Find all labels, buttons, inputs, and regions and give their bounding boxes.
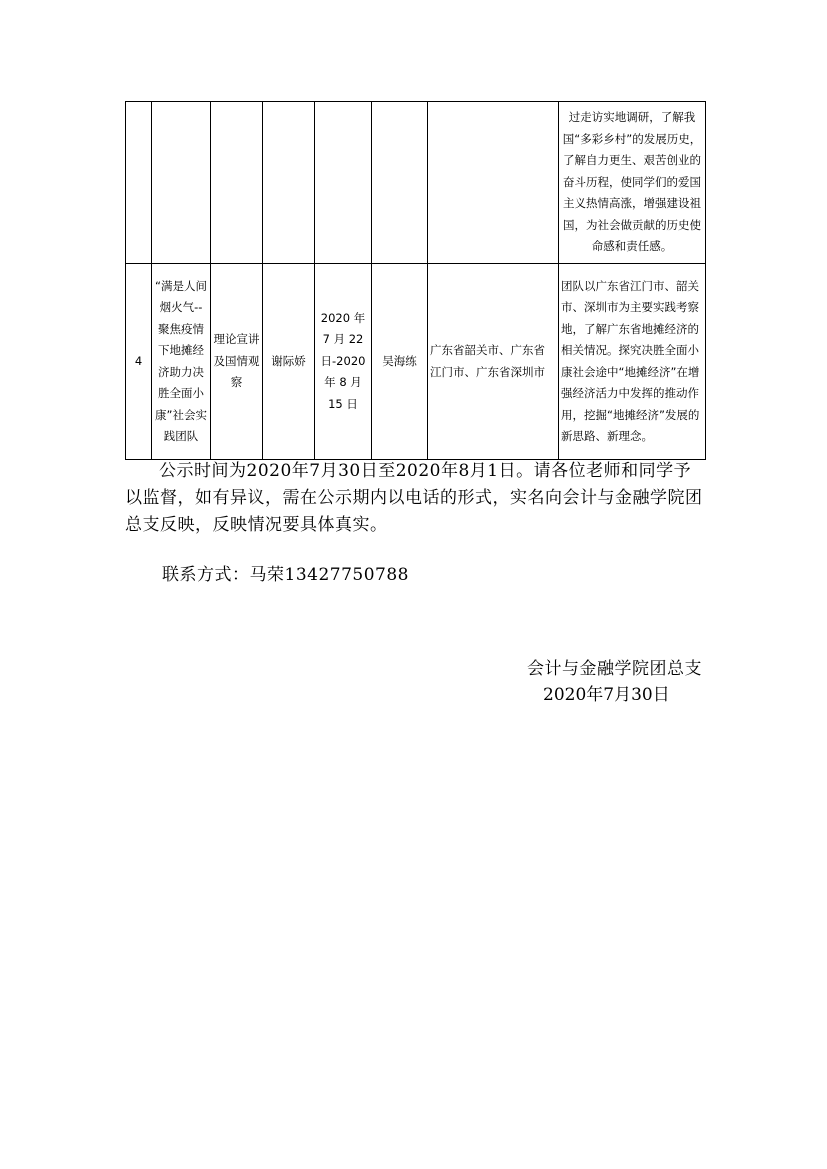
- table-row: [126, 102, 706, 264]
- signature-org: 会计与金融学院团总支: [527, 659, 702, 679]
- cell-leader: 谢际娇: [263, 264, 315, 460]
- cell-advisor: 吴海练: [372, 264, 428, 460]
- cell-leader: [263, 102, 315, 264]
- cell-type: [211, 102, 263, 264]
- cell-location: 广东省韶关市、广东省江门市、广东省深圳市: [428, 264, 559, 460]
- signature-date: 2020年7月30日: [543, 685, 670, 705]
- cell-content: 过走访实地调研，了解我国“多彩乡村”的发展历史，了解自力更生、艰苦创业的奋斗历程，使同学们的爱国主义热情高涨，增强建设祖国，为社会做贡献的历史使命感和责任感。: [559, 102, 706, 264]
- cell-location: [428, 102, 559, 264]
- cell-team-name: “满是人间烟火气--聚焦疫情下地摊经济助力决胜全面小康”社会实践团队: [152, 264, 211, 460]
- table-row: [126, 264, 706, 460]
- cell-advisor: [372, 102, 428, 264]
- project-table: [125, 101, 706, 460]
- contact-info: 联系方式：马荣13427750788: [162, 565, 409, 585]
- cell-team-name: [152, 102, 211, 264]
- cell-no: 4: [126, 264, 152, 460]
- cell-no: [126, 102, 152, 264]
- cell-type: 理论宣讲及国情观察: [211, 264, 263, 460]
- cell-content: 团队以广东省江门市、韶关市、深圳市为主要实践考察地，了解广东省地摊经济的相关情况。探究决胜全面小康社会途中“地摊经济”在增强经济活力中发挥的推动作用，挖掘“地摊经济”发展的新思路、新理念。: [559, 264, 706, 460]
- cell-time: 2020 年 7 月 22 日-2020 年 8 月 15 日: [315, 264, 372, 460]
- cell-time: [315, 102, 372, 264]
- notice-paragraph: 公示时间为2020年7月30日至2020年8月1日。请各位老师和同学予以监督，如有异议，需在公示期内以电话的形式，实名向会计与金融学院团总支反映，反映情况要具体真实。: [125, 461, 703, 535]
